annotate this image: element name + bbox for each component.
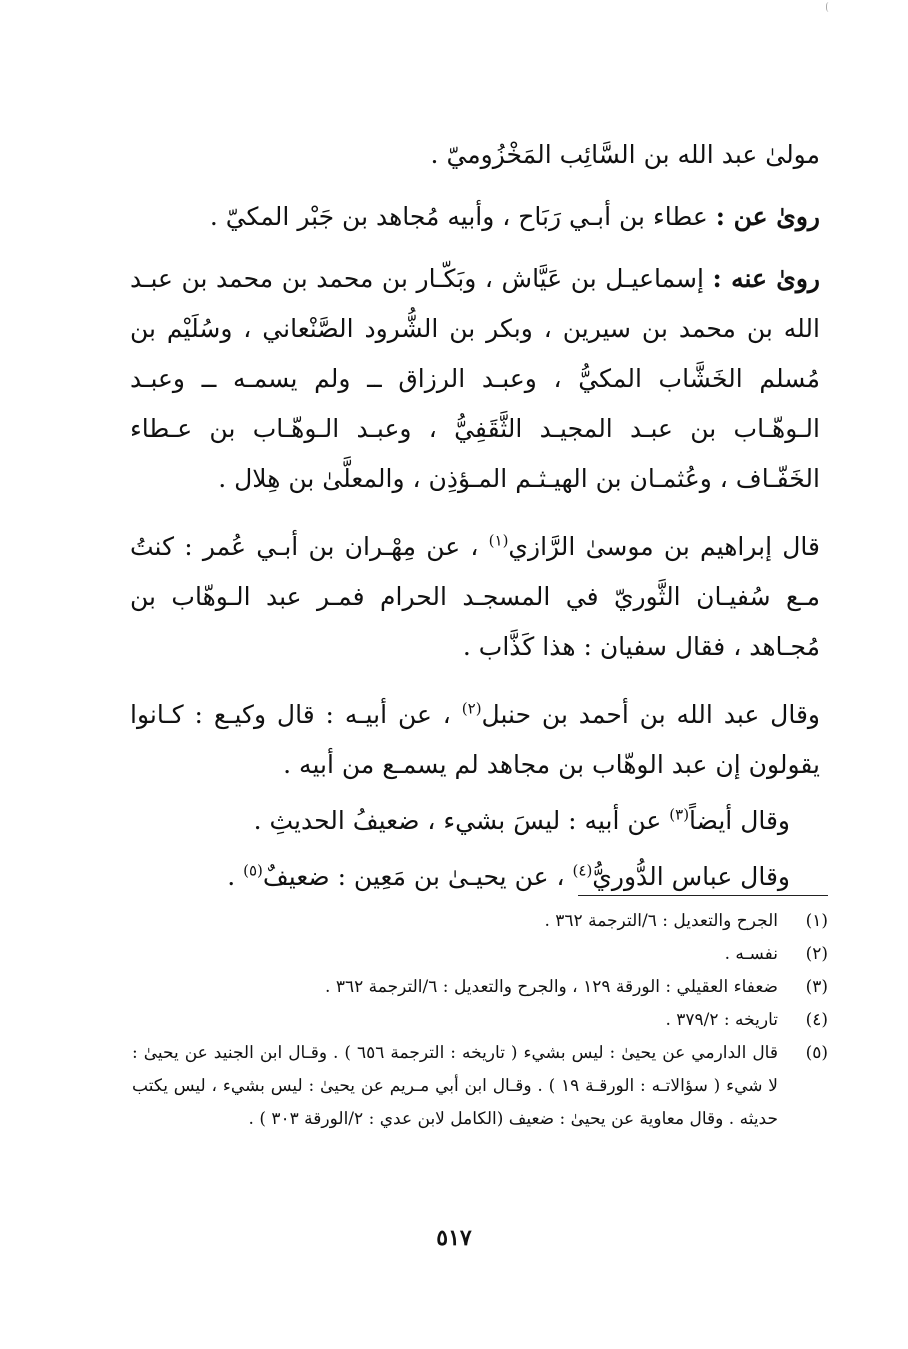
also-paragraph bbox=[130, 796, 820, 846]
footnote-4 bbox=[132, 1004, 828, 1037]
footnote-text: قال الدارمي عن يحيىٰ : ليس بشيء ( تاريخه : الترجمة ٦٥٦ ) . وقـال ابن الجنيد عن يحيىٰ : لا شيء ( سؤالاتـه : الورقـة ١٩ ) . وقـال ابن أبي مـريم عن يحيىٰ : ليس بشيء ، ليس يكتب حديثه . وقال معاوية عن يحيىٰ : ضعيف (الكامل لابن عدي : ٢/الورقة ٣٠٣ ) . bbox=[132, 1043, 779, 1129]
scan-mark bbox=[826, 2, 833, 12]
razi-text-end: ، عن مِهْـران بن أبـي عُمر : كنتُ مـع سُفيـان الثَّوريّ في المسجـد الحرام فمـر عبد الـوهّاب بن مُجـاهد ، فقال سفيان : هذا كَذَّاب . bbox=[130, 532, 820, 661]
narrated-from-text: عطاء بن أبـي رَبَاح ، وأبيه مُجاهد بن جَبْر المكيّ . bbox=[209, 202, 708, 231]
footnote-number: (٥) bbox=[805, 1043, 828, 1063]
footnote-1 bbox=[132, 905, 828, 938]
footnote-text: نفسـه . bbox=[724, 944, 778, 964]
ibn-hanbal-paragraph bbox=[130, 690, 820, 790]
also-text-start: وقال أيضاً bbox=[689, 806, 790, 835]
ibn-hanbal-text-start: وقال عبد الله بن أحمد بن حنبل bbox=[481, 700, 820, 729]
footnote-number: (١) bbox=[805, 911, 828, 931]
ibn-hanbal-text-end: ، عن أبيـه : قال وكيـع : كـانوا يقولون إن عبد الوهّاب بن مجاهد لم يسمـع من أبيه . bbox=[130, 700, 820, 779]
razi-paragraph bbox=[130, 522, 820, 672]
narrators-label: روىٰ عنه : bbox=[712, 264, 820, 293]
footnote-divider bbox=[578, 895, 828, 896]
footnote-2 bbox=[132, 938, 828, 971]
page-number: ٥١٧ bbox=[436, 1225, 472, 1251]
footnote-number: (٢) bbox=[805, 944, 828, 964]
narrators-text: إسماعيـل بن عَيَّاش ، وبَكّـار بن محمد بن محمد بن عبـد الله بن محمد بن سيرين ، وبكر بن الشُّرود الصَّنْعاني ، وسُلَيْم بن مُسلم الخَشَّاب المكيُّ ، وعبـد الرزاق ــ ولم يسمـه ــ وعبـد الـوهّـاب بن عبـد المجيـد الثَّقَفِيُّ ، وعبـد الـوهّـاب بن عـطاء الخَفّـاف ، وعُثمـان بن الهيـثـم المـؤذِن ، والمعلَّىٰ بن هِلال . bbox=[130, 264, 820, 493]
footnote-ref-2[interactable]: (٢) bbox=[461, 699, 482, 718]
footnote-ref-1[interactable]: (١) bbox=[488, 531, 509, 550]
duri-text-mid: ، عن يحيـىٰ بن مَعِين : ضعيفٌ bbox=[262, 862, 565, 891]
intro-line bbox=[130, 130, 820, 180]
also-text-end: عن أبيه : ليسَ بشيء ، ضعيفُ الحديثِ . bbox=[253, 806, 662, 835]
footnote-ref-3[interactable]: (٣) bbox=[669, 805, 690, 824]
footnote-text: ضعفاء العقيلي : الورقة ١٢٩ ، والجرح والتعديل : ٦/الترجمة ٣٦٢ . bbox=[325, 977, 778, 997]
narrators-paragraph bbox=[130, 254, 820, 504]
footnote-ref-4[interactable]: (٤) bbox=[572, 861, 593, 880]
footnote-ref-5[interactable]: (٥) bbox=[243, 861, 263, 880]
footnote-text: الجرح والتعديل : ٦/الترجمة ٣٦٢ . bbox=[544, 911, 778, 931]
footnote-number: (٤) bbox=[805, 1010, 828, 1030]
narrated-from-label: روىٰ عن : bbox=[715, 202, 820, 231]
footnote-text: تاريخه : ٣٧٩/٢ . bbox=[665, 1010, 778, 1030]
duri-text-end: . bbox=[227, 862, 236, 891]
intro-text: مولىٰ عبد الله بن السَّائِب المَخْزُوميّ . bbox=[430, 140, 820, 169]
footnote-3 bbox=[132, 971, 828, 1004]
footnotes-section bbox=[132, 905, 828, 1136]
main-text bbox=[130, 130, 820, 902]
narrated-from-paragraph bbox=[130, 192, 820, 242]
footnote-number: (٣) bbox=[805, 977, 828, 997]
duri-text-start: وقال عباس الدُّوريُّ bbox=[592, 862, 790, 891]
footnote-5 bbox=[132, 1037, 828, 1136]
razi-text-start: قال إبراهيم بن موسىٰ الرَّازي bbox=[508, 532, 820, 561]
